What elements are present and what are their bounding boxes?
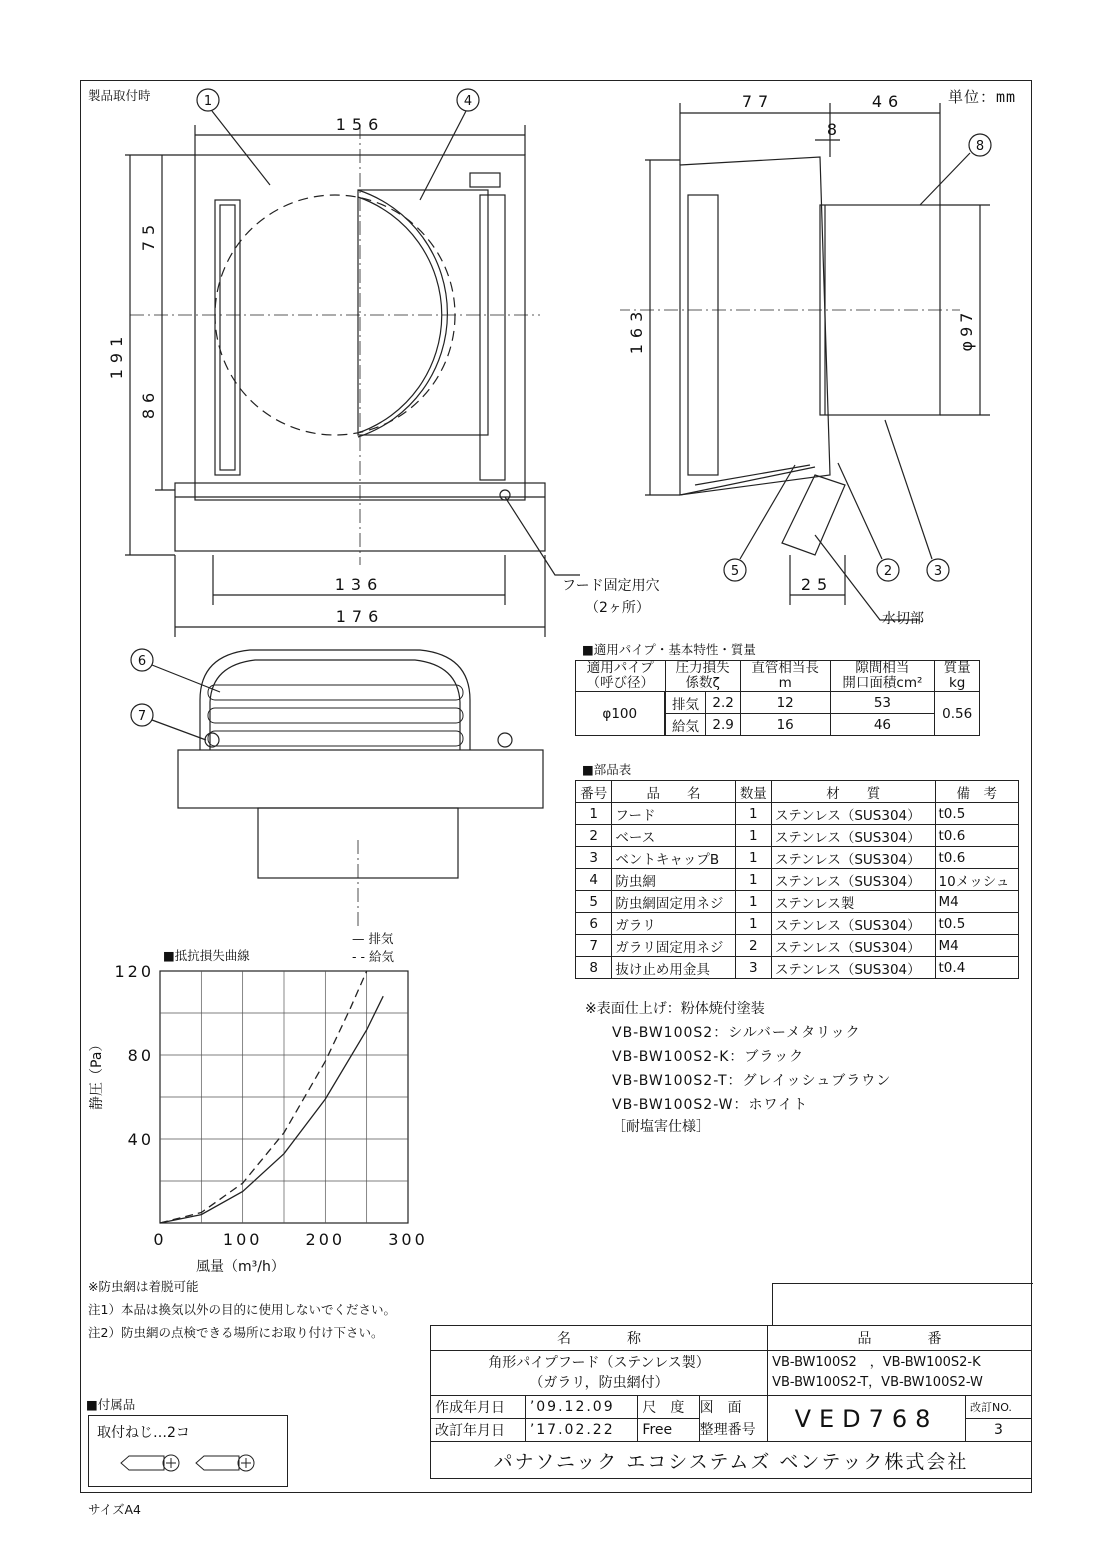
revised-date: ’17.02.22: [525, 1419, 638, 1442]
dim-191: 191: [107, 330, 126, 380]
spec-h3b: m: [778, 675, 792, 691]
x-tick-label: 200: [305, 1230, 346, 1249]
hood-hole-label: フード固定用穴: [562, 578, 660, 594]
hood-hole-count: （2ヶ所）: [585, 600, 650, 616]
side-view: [620, 85, 1020, 645]
table-row: 5 防虫網固定用ネジ 1 ステンレス製 M4: [576, 891, 1019, 913]
balloon-6: 6: [137, 654, 147, 669]
x-tick-label: 0: [153, 1230, 167, 1249]
dim-75: 75: [139, 218, 158, 252]
chart-xlabel: 風量（m³/h）: [196, 1259, 285, 1275]
parts-table-title: ■部品表: [582, 762, 632, 777]
finish-salt: ［耐塩害仕様］: [612, 1119, 710, 1135]
dim-86: 86: [139, 386, 158, 420]
dim-8: 8: [826, 120, 838, 139]
scale-label: 尺 度: [638, 1396, 699, 1419]
drawing-no: VED768: [768, 1396, 966, 1442]
spec-h2a: 圧力損失: [675, 660, 730, 676]
legend-exhaust: — 排気: [352, 931, 394, 946]
spec-h4a: 隙間相当: [855, 660, 910, 676]
chart-title: ■抵抗損失曲線: [163, 948, 250, 963]
spec-h5b: kg: [948, 675, 966, 691]
table-row: 1 フード 1 ステンレス（SUS304） t0.5: [576, 803, 1019, 825]
x-tick-label: 100: [222, 1230, 263, 1249]
finish-item-1: VB-BW100S2：シルバーメタリック: [612, 1025, 861, 1041]
unit-label: 単位：mm: [948, 88, 1017, 106]
y-tick-label: 40: [127, 1130, 154, 1149]
created-date: ’09.12.09: [525, 1396, 638, 1419]
balloon-2: 2: [883, 564, 893, 579]
drawing-label-2: 整理番号: [699, 1421, 756, 1438]
table-row: 4 防虫網 1 ステンレス（SUS304） 10メッシュ: [576, 869, 1019, 891]
table-row: 6 ガラリ 1 ステンレス（SUS304） t0.5: [576, 913, 1019, 935]
balloon-1: 1: [203, 94, 213, 109]
title-name-2: （ガラリ，防虫網付）: [529, 1375, 669, 1391]
finish-item-3: VB-BW100S2-T：グレイッシュブラウン: [612, 1073, 892, 1089]
spec-h1a: 適用パイプ: [586, 660, 654, 676]
spec-length-exhaust: 12: [740, 692, 830, 714]
accessories-box: [88, 1415, 288, 1487]
title-name-header: 名 称: [431, 1326, 768, 1351]
dim-156: 156: [335, 115, 385, 134]
x-tick-label: 300: [388, 1230, 428, 1249]
spec-table: [575, 660, 980, 736]
spec-zeta-supply: 2.9: [706, 714, 740, 736]
y-tick-label: 120: [114, 962, 154, 981]
note-2: 注2）防虫網の点検できる場所にお取り付け下さい。: [88, 1325, 384, 1340]
parts-h-qty: 数量: [735, 781, 771, 803]
title-block-spacer: [772, 1283, 1033, 1326]
balloon-7: 7: [137, 709, 147, 724]
series-line-exhaust: [160, 996, 383, 1223]
y-tick-label: 80: [127, 1046, 154, 1065]
side-hood: [680, 157, 830, 495]
legend-supply: - - 給気: [352, 949, 394, 964]
spec-table-title: ■適用パイプ・基本特性・質量: [582, 642, 756, 657]
table-row: 7 ガラリ固定用ネジ 2 ステンレス（SUS304） M4: [576, 935, 1019, 957]
dim-176: 176: [335, 607, 385, 626]
title-block: [430, 1325, 1032, 1479]
resistance-chart: [90, 955, 460, 1285]
parts-h-name: 品 名: [612, 781, 735, 803]
note-1: 注1）本品は換気以外の目的に使用しないでください。: [88, 1302, 396, 1317]
title-name-1: 角形パイプフード（ステンレス製）: [488, 1355, 710, 1371]
finish-item-2: VB-BW100S2-K：ブラック: [612, 1049, 805, 1065]
spec-mode-supply: 給気: [665, 714, 706, 736]
title-part-header: 品 番: [768, 1326, 1032, 1351]
parts-h-note: 備 考: [935, 781, 1018, 803]
table-row: 2 ベース 1 ステンレス（SUS304） t0.6: [576, 825, 1019, 847]
spec-zeta-exhaust: 2.2: [706, 692, 740, 714]
finish-item-4: VB-BW100S2-W：ホワイト: [612, 1097, 809, 1113]
parts-h-material: 材 質: [772, 781, 935, 803]
water-cut: [782, 475, 845, 555]
front-view: [100, 85, 580, 645]
dim-phi97: φ97: [957, 308, 976, 352]
paper-size: サイズA4: [88, 1502, 142, 1517]
dim-46: 46: [871, 92, 905, 111]
created-label: 作成年月日: [431, 1396, 526, 1419]
parts-h-no: 番号: [576, 781, 612, 803]
screw-icon: [119, 1451, 269, 1475]
dim-163: 163: [627, 305, 646, 355]
spec-length-supply: 16: [740, 714, 830, 736]
scale-value: Free: [638, 1419, 699, 1442]
dim-77: 77: [741, 92, 775, 111]
spec-h2b: 係数ζ: [685, 675, 720, 691]
table-row: 8 抜け止め用金具 3 ステンレス（SUS304） t0.4: [576, 957, 1019, 979]
product-mounting-label: 製品取付時: [88, 88, 151, 103]
finish-title: ※表面仕上げ：粉体焼付塗装: [585, 1001, 765, 1017]
chart-ylabel: 静圧（Pa）: [89, 1037, 105, 1110]
revised-label: 改訂年月日: [431, 1419, 526, 1442]
accessories-item: 取付ねじ…2コ: [97, 1425, 190, 1441]
balloon-5: 5: [730, 564, 740, 579]
balloon-8: 8: [975, 139, 985, 154]
parts-table: [575, 780, 1019, 979]
drawing-label-1: 図 面: [699, 1399, 742, 1416]
title-part-2: VB-BW100S2-T，VB-BW100S2-W: [772, 1375, 983, 1390]
accessories-title: ■付属品: [86, 1397, 136, 1412]
note-mesh: ※防虫網は着脱可能: [88, 1279, 199, 1294]
spec-mass: 0.56: [935, 692, 980, 736]
spec-mode-exhaust: 排気: [665, 692, 706, 714]
bottom-view: [120, 640, 560, 940]
spec-area-supply: 46: [830, 714, 935, 736]
water-cut-label: 水切部: [882, 611, 924, 627]
rev-label: 改訂NO.: [965, 1396, 1031, 1419]
dim-25: 25: [800, 575, 834, 594]
title-part-1: VB-BW100S2 ，VB-BW100S2-K: [772, 1355, 981, 1370]
spec-h5a: 質量: [943, 660, 971, 676]
balloon-3: 3: [933, 564, 943, 579]
balloon-4: 4: [463, 94, 473, 109]
table-row: 3 ベントキャップB 1 ステンレス（SUS304） t0.6: [576, 847, 1019, 869]
spec-area-exhaust: 53: [830, 692, 935, 714]
spec-pipe: φ100: [576, 692, 665, 736]
rev-no: 3: [965, 1419, 1031, 1442]
spec-h4b: 開口面積cm²: [842, 675, 923, 691]
spec-h1b: （呼び径）: [586, 675, 655, 691]
company-name: パナソニック エコシステムズ ベンテック株式会社: [431, 1442, 1032, 1479]
spec-h3a: 直管相当長: [751, 660, 819, 676]
dim-136: 136: [334, 575, 384, 594]
